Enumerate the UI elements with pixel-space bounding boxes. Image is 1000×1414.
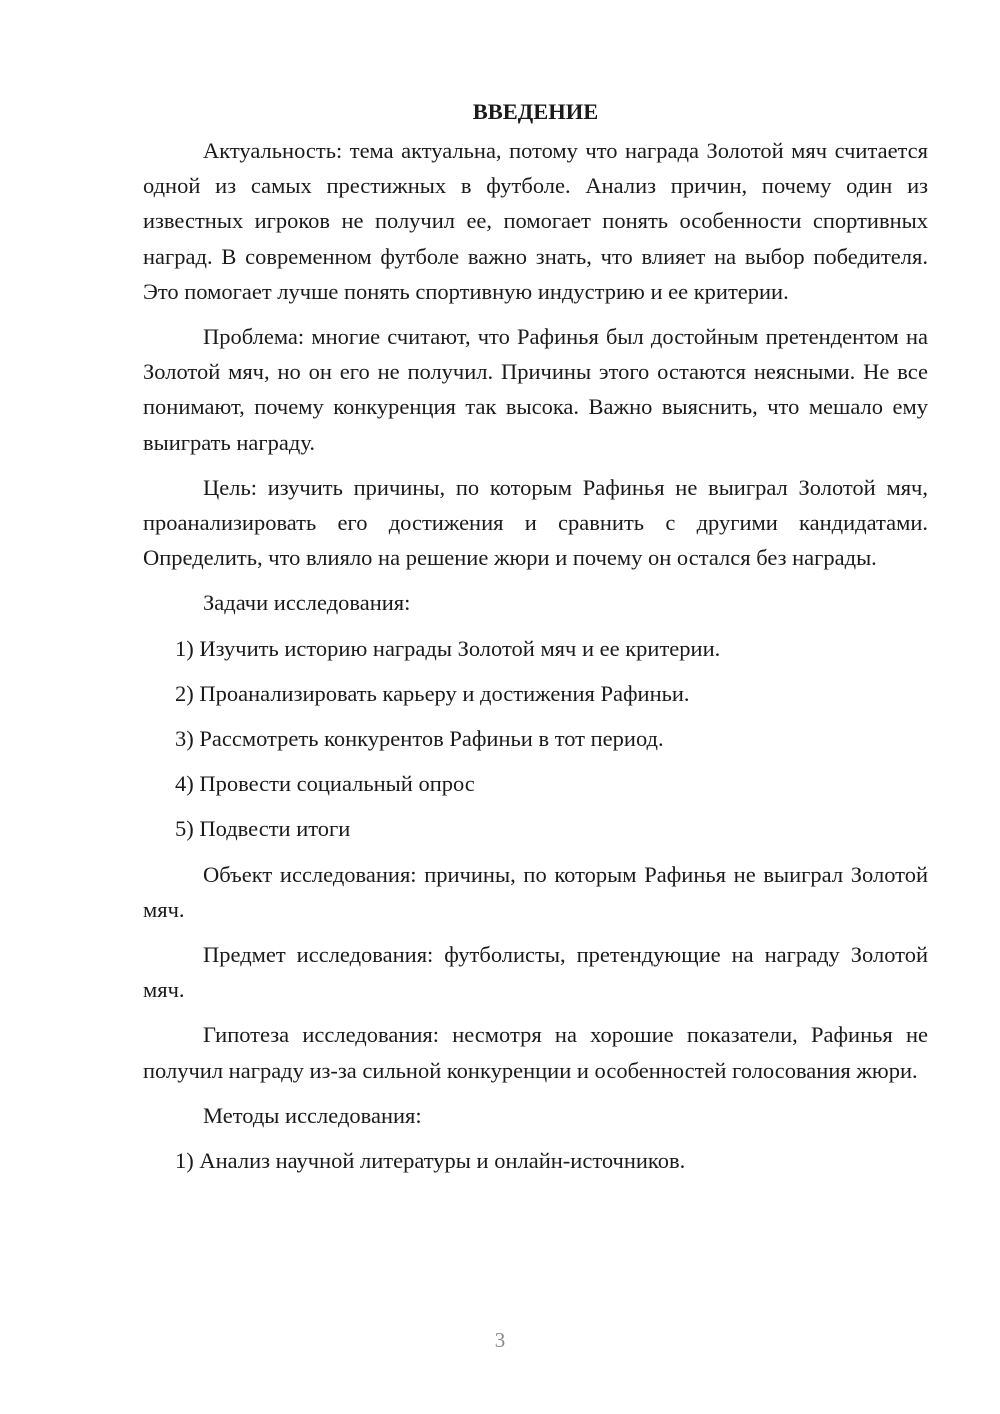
page-title: ВВЕДЕНИЕ [472, 99, 599, 124]
hypothesis-paragraph: Гипотеза исследования: несмотря на хорошие показатели, Рафинья не получил награду из-за сильной конкуренции и особенностей голосования жюри. [143, 1022, 928, 1083]
problem-paragraph: Проблема: многие считают, что Рафинья был достойным претендентом на Золотой мяч, но он его не получил. Причины этого остаются неясными. Не все понимают, почему конкуренция так высока. Важно выяснить, что мешало ему выиграть награду. [143, 324, 928, 455]
method-item: 1) Анализ научной литературы и онлайн-источников. [175, 1148, 686, 1174]
page-content [143, 94, 928, 1188]
task-item: 1) Изучить историю награды Золотой мяч и ее критерии. [175, 635, 721, 661]
subject-paragraph: Предмет исследования: футболисты, претендующие на награду Золотой мяч. [143, 942, 928, 1003]
goal-paragraph: Цель: изучить причины, по которым Рафинья не выиграл Золотой мяч, проанализировать его достижения и сравнить с другими кандидатами. Определить, что влияло на решение жюри и почему он остался без награды. [143, 474, 928, 571]
task-item: 4) Провести социальный опрос [175, 771, 475, 797]
tasks-heading: Задачи исследования: [203, 590, 411, 616]
object-paragraph: Объект исследования: причины, по которым Рафинья не выиграл Золотой мяч. [143, 861, 928, 922]
relevance-paragraph: Актуальность: тема актуальна, потому что награда Золотой мяч считается одной из самых престижных в футболе. Анализ причин, почему один из известных игроков не получил ее, помогает понять особенности спортивных наград. В современном футболе важно знать, что влияет на выбор победителя. Это помогает лучше понять спортивную индустрию и ее критерии. [143, 138, 928, 304]
task-item: 5) Подвести итоги [175, 816, 351, 842]
task-item: 3) Рассмотреть конкурентов Рафиньи в тот период. [175, 726, 664, 752]
task-item: 2) Проанализировать карьеру и достижения Рафиньи. [175, 680, 690, 706]
page-number: 3 [494, 1328, 506, 1352]
methods-heading: Методы исследования: [203, 1102, 422, 1128]
